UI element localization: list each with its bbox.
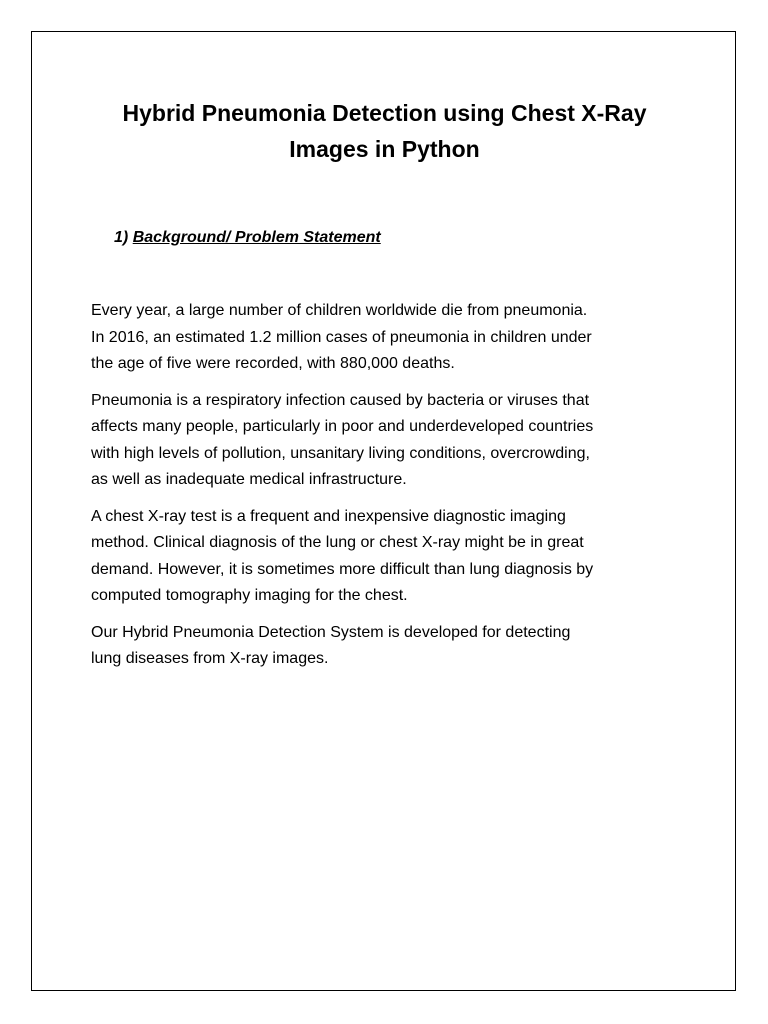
paragraph-line: Every year, a large number of children worldwide die from pneumonia.: [91, 302, 588, 319]
title-line: Images in Python: [289, 136, 480, 162]
paragraph: [91, 620, 691, 673]
paragraph: [91, 388, 691, 494]
section-number: 1): [114, 229, 129, 246]
paragraph-line: as well as inadequate medical infrastructure.: [91, 471, 407, 488]
paragraph-line: Our Hybrid Pneumonia Detection System is developed for detecting: [91, 623, 571, 641]
paragraph-line: In 2016, an estimated 1.2 million cases of pneumonia in children under: [91, 328, 592, 346]
paragraph-line: A chest X-ray test is a frequent and inexpensive diagnostic imaging: [91, 507, 566, 525]
section-heading: [114, 227, 381, 249]
paragraph-line: computed tomography imaging for the chest.: [91, 587, 408, 604]
paragraph-line: demand. However, it is sometimes more difficult than lung diagnosis by: [91, 560, 594, 578]
paragraph: [91, 298, 691, 378]
paragraph-line: method. Clinical diagnosis of the lung or chest X-ray might be in great: [91, 534, 584, 551]
body-text: [91, 298, 691, 683]
paragraph-line: affects many people, particularly in poor and underdeveloped countries: [91, 418, 594, 435]
paragraph: [91, 504, 691, 610]
document-title: [32, 95, 737, 167]
paragraph-line: Pneumonia is a respiratory infection caused by bacteria or viruses that: [91, 391, 590, 409]
title-line: Hybrid Pneumonia Detection using Chest X-Ray: [122, 100, 647, 126]
paragraph-line: the age of five were recorded, with 880,000 deaths.: [91, 355, 455, 372]
document-page: [31, 31, 736, 991]
section-heading-text: Background/ Problem Statement: [132, 229, 381, 246]
paragraph-line: with high levels of pollution, unsanitary living conditions, overcrowding,: [91, 444, 590, 462]
paragraph-line: lung diseases from X-ray images.: [91, 650, 329, 667]
